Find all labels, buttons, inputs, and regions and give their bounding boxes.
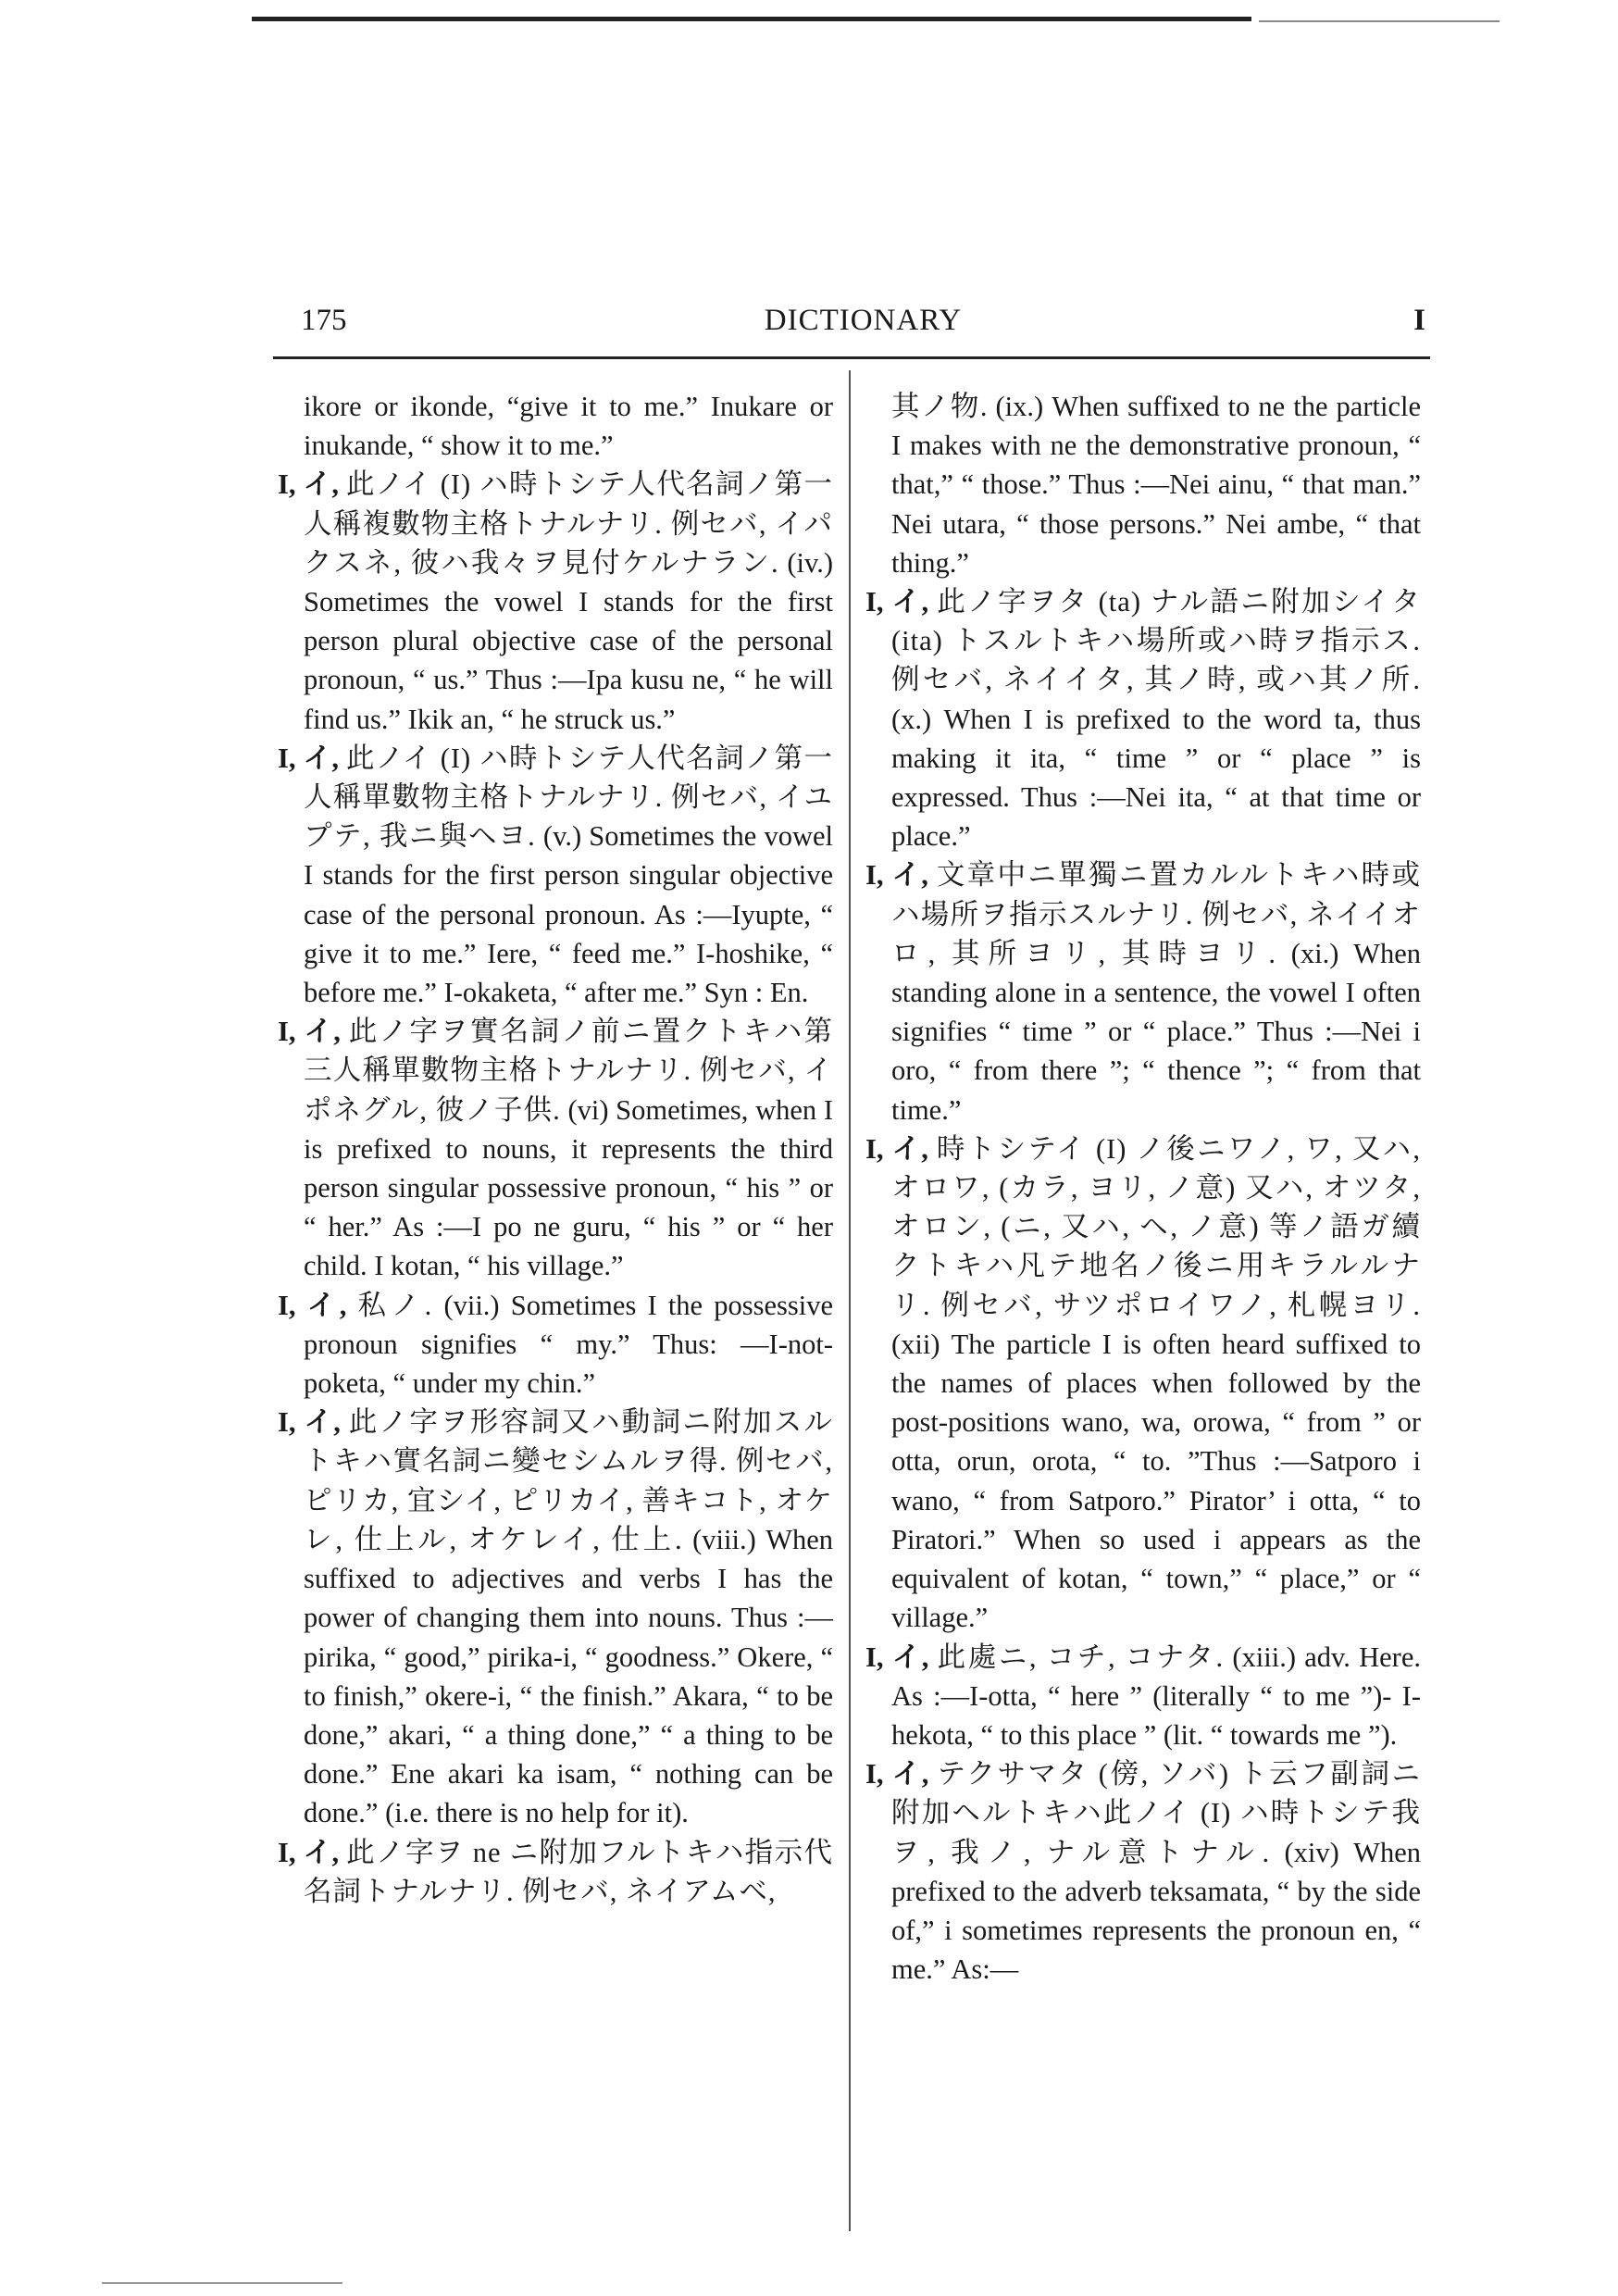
entry-japanese-gloss: 此ノ字ヲ ne ニ附加フルトキハ指示代名詞トナルナリ. 例セバ, ネイアムベ, — [304, 1836, 834, 1907]
entry-headword: I, イ, — [865, 859, 928, 892]
entry-japanese-gloss: 此ノ字ヲタ (ta) ナル語ニ附加シイタ (ita) トスルトキハ場所或ハ時ヲ指示ス. 例セバ, ネイイタ, 其ノ時, 或ハ其ノ所. — [891, 586, 1421, 696]
right-column — [865, 387, 1421, 1989]
entry-headword: I, イ, — [278, 1406, 341, 1439]
entry-japanese-gloss: 此ノ字ヲ實名詞ノ前ニ置クトキハ第三人稱單數物主格トナルナリ. 例セバ, イポネグル, 彼ノ子供. — [304, 1016, 834, 1126]
dictionary-entry — [278, 1833, 834, 1911]
entry-headword: I, イ, — [865, 586, 929, 618]
entry-japanese-gloss: 此ノイ (I) ハ時トシテ人代名詞ノ第一人稱單數物主格トナルナリ. 例セバ, イユプテ, 我ニ與ヘヨ. — [304, 742, 834, 853]
entry-headword: I, イ, — [278, 1016, 341, 1048]
entry-english-definition: (viii.) When suffixed to adjectives and verbs I has the power of changing them into nouns. Thus :—pirika, “ good,” pirika-i, “ goodness.” Okere, “ to finish,” okere-i, “ the finish.” Akara, “ to be done,” akari, “ a thing done,” “ a thing to be done.” Ene akari ka isam, “ nothing can be done.” (i.e. there is no help for it). — [304, 1523, 834, 1829]
dictionary-entry — [278, 465, 834, 738]
dictionary-entry — [278, 1403, 834, 1832]
dictionary-entry — [865, 582, 1421, 855]
dictionary-entry — [278, 1286, 834, 1404]
entry-english-definition: (xiii.) adv. Here. As :—I-otta, “ here ” (literally “ to me ”)- I-hekota, “ to this place ” (lit. “ towards me ”). — [891, 1641, 1421, 1751]
entry-headword: I, イ, — [278, 468, 339, 501]
entry-english-definition: (xi.) When standing alone in a sentence, the vowel I often signifies “ time ” or “ place.” Thus :—Nei i oro, “ from there ”; “ thence ”; “ from that time.” — [891, 937, 1421, 1126]
bottom-border-rule — [102, 2282, 342, 2284]
guide-letter: I — [1413, 304, 1425, 337]
entry-japanese-gloss: 私ノ. — [357, 1289, 433, 1321]
entry-english-definition: (v.) Sometimes the vowel I stands for the first person singular objective case of the personal pronoun. As :—Iyupte, “ give it to me.” Iere, “ feed me.” I-hoshike, “ before me.” I-okaketa, “ after me.” Syn : En. — [304, 820, 833, 1009]
continued-entry: 其ノ物. (ix.) When suffixed to ne the particle I makes with ne the demonstrative pronoun, “ that,” “ those.” Thus :—Nei ainu, “ that man.” Nei utara, “ those persons.” Nei ambe, “ that thing.” — [891, 391, 1421, 579]
entry-headword: I, イ, — [278, 742, 339, 774]
page-number: 175 — [301, 304, 347, 337]
left-column — [278, 387, 833, 1911]
entry-headword: I, イ, — [278, 1289, 347, 1321]
entry-japanese-gloss: 此ノ字ヲ形容詞又ハ動詞ニ附加スルトキハ實名詞ニ變セシムルヲ得. 例セバ, ピリカ, 宜シイ, ピリカイ, 善キコト, オケレ, 仕上ル, オケレイ, 仕上. — [304, 1406, 834, 1555]
entry-english-definition: (iv.) Sometimes the vowel I stands for the first person plural objective case of the personal pronoun, “ us.” Thus :—Ipa kusu ne, “ he will find us.” Ikik an, “ he struck us.” — [304, 546, 834, 735]
entry-english-definition: (xii) The particle I is often heard suffixed to the names of places when followed by the post-positions wano, wa, orowa, “ from ” or otta, orun, orota, “ to. ”Thus :—Satporo i wano, “ from Satporo.” Pirator’ i otta, “ to Piratori.” When so used i appears as the equivalent of kotan, “ town,” “ place,” or “ village.” — [891, 1328, 1421, 1634]
entry-japanese-gloss: テクサマタ (傍, ソバ) ト云フ副詞ニ附加ヘルトキハ此ノイ (I) ハ時トシテ我ヲ, 我ノ, ナル意トナル. — [891, 1758, 1421, 1868]
entry-english-definition: (x.) When I is prefixed to the word ta, thus making it ita, “ time ” or “ place ” is expressed. Thus :—Nei ita, “ at that time or place.” — [891, 703, 1421, 853]
entry-headword: I, イ, — [278, 1836, 340, 1868]
entry-headword: I, イ, — [865, 1641, 929, 1673]
dictionary-entry — [865, 1754, 1421, 1989]
top-border-rule-faint — [1259, 20, 1500, 22]
dictionary-entry — [865, 1129, 1422, 1638]
entry-headword: I, イ, — [865, 1132, 928, 1165]
entry-english-definition: (vi) Sometimes, when I is prefixed to nouns, it represents the third person singular possessive pronoun, “ his ” or “ her.” As :—I po ne guru, “ his ” or “ her child. I kotan, “ his village.” — [304, 1093, 833, 1282]
entry-japanese-gloss: 此ノイ (I) ハ時トシテ人代名詞ノ第一人稱複數物主格トナルナリ. 例セバ, イパクスネ, 彼ハ我々ヲ見付ケルナラン. — [304, 468, 834, 579]
entry-japanese-gloss: 文章中ニ單獨ニ置カルルトキハ時或ハ場所ヲ指示スルナリ. 例セバ, ネイイオロ, 其所ヨリ, 其時ヨリ. — [891, 859, 1421, 969]
entry-japanese-gloss: 此處ニ, コチ, コナタ. — [937, 1641, 1225, 1673]
dictionary-entry — [865, 1638, 1421, 1755]
dictionary-entry — [278, 1012, 834, 1285]
continued-entry: ikore or ikonde, “give it to me.” Inukare or inukande, “ show it to me.” — [304, 391, 833, 462]
entry-english-definition: (xiv) When prefixed to the adverb teksamata, “ by the side of,” i sometimes represents the pronoun en, “ me.” As:— — [891, 1836, 1421, 1986]
running-head: DICTIONARY — [764, 304, 963, 337]
header-rule — [273, 356, 1430, 359]
entry-english-definition: (vii.) Sometimes I the possessive pronoun signifies “ my.” Thus: —I-not-poketa, “ under my chin.” — [304, 1289, 834, 1400]
dictionary-entry — [865, 855, 1421, 1129]
entry-headword: I, イ, — [865, 1758, 929, 1791]
column-divider — [849, 370, 851, 2231]
top-border-rule — [252, 17, 1251, 21]
entry-japanese-gloss: 時トシテイ (I) ノ後ニワノ, ワ, 又ハ, オロワ, (カラ, ヨリ, ノ意) 又ハ, オツタ, オロン, (ニ, 又ハ, ヘ, ノ意) 等ノ語ガ續クトキハ凡テ地名ノ後ニ用キラルルナリ. 例セバ, サツポロイワノ, 札幌ヨリ. — [891, 1132, 1422, 1321]
dictionary-entry — [278, 739, 834, 1012]
page-header — [301, 304, 1425, 359]
